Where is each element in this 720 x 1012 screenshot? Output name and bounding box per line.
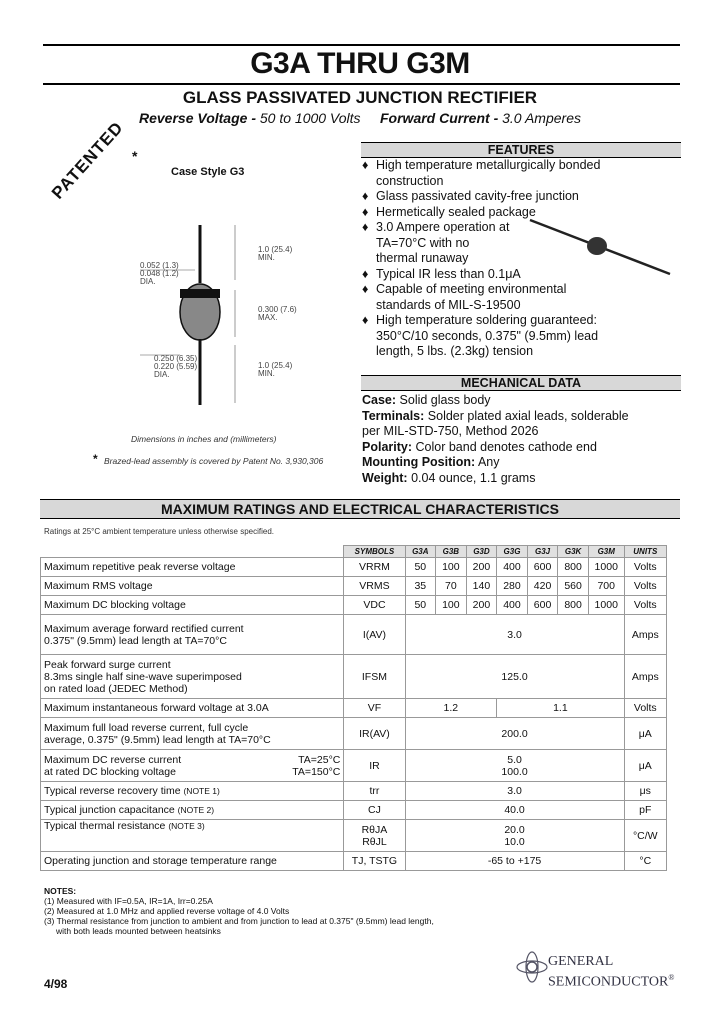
- document-title: G3A THRU G3M: [250, 47, 470, 80]
- feature-text: High temperature soldering guaranteed: 350°C/10 seconds, 0.375" (9.5mm) lead length, 5 lbs. (2.3kg) tension: [376, 313, 599, 358]
- cell-value: 420: [527, 577, 558, 596]
- feature-item: [362, 220, 511, 267]
- row-desc: [41, 718, 344, 750]
- table-row: [41, 577, 667, 596]
- mech-polarity-value: Color band denotes cathode end: [415, 439, 597, 454]
- case-style-label: Case Style G3: [171, 166, 245, 178]
- company-logo-icon: [515, 950, 549, 984]
- row-desc-line: [44, 766, 340, 778]
- row-unit: Volts: [624, 558, 666, 577]
- cell-value: 560: [558, 577, 589, 596]
- dim-top-min: MIN.: [258, 253, 275, 262]
- table-row: [41, 596, 667, 615]
- table-row: [41, 852, 667, 871]
- cell-value: 200: [466, 558, 497, 577]
- cell-value: 280: [497, 577, 528, 596]
- dim-lead-min: 0.048 (1.2): [140, 269, 179, 278]
- mech-polarity-label: Polarity:: [362, 439, 413, 454]
- cell-value: 40.0: [405, 801, 624, 820]
- bullet-icon: ♦: [362, 282, 369, 296]
- row-desc: [41, 782, 344, 801]
- feature-item: [362, 313, 622, 360]
- col-symbols: SYMBOLS: [344, 546, 405, 558]
- feature-item: [362, 189, 622, 205]
- table-row: [41, 820, 667, 852]
- mech-mounting-label: Mounting Position:: [362, 455, 476, 469]
- bullet-icon: ♦: [362, 266, 369, 281]
- row-desc: [41, 655, 344, 699]
- notes-heading: NOTES:: [44, 886, 77, 896]
- dim-lead-dia: [140, 262, 179, 286]
- col-g3d: G3D: [466, 546, 497, 558]
- bullet-icon: ♦: [362, 189, 369, 203]
- row-desc-line: on rated load (JEDEC Method): [44, 682, 188, 695]
- case-drawing: [120, 205, 280, 420]
- logo-orbit: [517, 961, 547, 973]
- col-g3m: G3M: [588, 546, 624, 558]
- col-g3g: G3G: [497, 546, 528, 558]
- dim-top-value: 1.0 (25.4): [258, 245, 293, 254]
- row-unit: μA: [624, 750, 666, 782]
- row-unit: Amps: [624, 615, 666, 655]
- row-unit: Volts: [624, 699, 666, 718]
- dim-bottom-min: MIN.: [258, 369, 275, 378]
- mech-weight: [362, 471, 682, 487]
- row-unit: pF: [624, 801, 666, 820]
- row-desc: [41, 750, 344, 782]
- col-g3j: G3J: [527, 546, 558, 558]
- row-note-ref: (NOTE 1): [183, 786, 220, 796]
- brand-line-2: SEMICONDUCTOR: [548, 974, 669, 990]
- patented-text: PATENTED: [48, 117, 128, 203]
- mech-terminals: [362, 409, 647, 440]
- ratings-heading: MAXIMUM RATINGS AND ELECTRICAL CHARACTERISTICS: [40, 499, 680, 519]
- cathode-band: [180, 289, 220, 298]
- row-symbol: IFSM: [344, 655, 405, 699]
- features-heading: FEATURES: [361, 142, 681, 158]
- cell-value: 400: [497, 558, 528, 577]
- mechanical-data: [362, 393, 682, 486]
- row-desc-line: [44, 754, 340, 766]
- top-rule: [43, 44, 680, 46]
- mech-mounting: [362, 455, 682, 471]
- table-header-row: [41, 546, 667, 558]
- row-symbol: IR: [344, 750, 405, 782]
- mech-case-label: Case:: [362, 393, 397, 407]
- col-g3b: G3B: [436, 546, 467, 558]
- mech-terminals-value: Solder plated axial leads, solderable per MIL-STD-750, Method 2026: [362, 408, 629, 438]
- patent-footnote: Brazed-lead assembly is covered by Patent No. 3,930,306: [104, 456, 324, 466]
- row-unit: Volts: [624, 577, 666, 596]
- forward-current-label: Forward Current -: [380, 110, 499, 126]
- row-symbol: CJ: [344, 801, 405, 820]
- row-desc: [41, 820, 344, 852]
- cell-value: 50: [405, 596, 436, 615]
- feature-text: High temperature metallurgically bonded construction: [376, 158, 601, 188]
- row-desc: Operating junction and storage temperature range: [41, 852, 344, 871]
- row-desc: Maximum repetitive peak reverse voltage: [41, 558, 344, 577]
- row-symbol: IR(AV): [344, 718, 405, 750]
- cell-value-line: 5.0: [507, 753, 522, 766]
- diode-photo: [525, 212, 675, 282]
- feature-text: Capable of meeting environmental standards of MIL-S-19500: [376, 282, 567, 312]
- dim-bottom-value: 1.0 (25.4): [258, 361, 293, 370]
- note-3-continued: with both leads mounted between heatsinks: [56, 926, 221, 936]
- cell-value: 600: [527, 558, 558, 577]
- cell-value: 100: [436, 596, 467, 615]
- row-unit: Amps: [624, 655, 666, 699]
- note-1: (1) Measured with IF=0.5A, IR=1A, Irr=0.25A: [44, 896, 213, 906]
- table-row: [41, 655, 667, 699]
- mech-weight-label: Weight:: [362, 470, 408, 485]
- mech-terminals-label: Terminals:: [362, 408, 425, 423]
- row-desc-text: at rated DC blocking voltage: [44, 765, 176, 778]
- row-desc: Maximum DC blocking voltage: [41, 596, 344, 615]
- dim-bottom: [258, 362, 292, 378]
- bullet-icon: ♦: [362, 204, 369, 219]
- document-subtitle: GLASS PASSIVATED JUNCTION RECTIFIER: [182, 88, 538, 107]
- dimensions-note: Dimensions in inches and (millimeters): [131, 434, 277, 444]
- dim-lead-max: 0.052 (1.3): [140, 261, 179, 270]
- row-symbol: I(AV): [344, 615, 405, 655]
- cell-value: [405, 820, 624, 852]
- logo-orbit: [526, 952, 538, 982]
- ratings-table: [40, 545, 667, 871]
- row-symbol: TJ, TSTG: [344, 852, 405, 871]
- row-desc-text: Maximum DC reverse current: [44, 753, 182, 766]
- patented-star: *: [132, 148, 138, 164]
- row-unit: μs: [624, 782, 666, 801]
- feature-item: [362, 282, 622, 313]
- ratings-note: Ratings at 25°C ambient temperature unless otherwise specified.: [44, 527, 274, 536]
- cell-value: 800: [558, 596, 589, 615]
- reverse-voltage-label: Reverse Voltage -: [139, 110, 256, 126]
- company-name: [548, 954, 674, 991]
- patented-stamp: [48, 118, 128, 204]
- mech-case: [362, 393, 682, 409]
- feature-text: 3.0 Ampere operation at TA=70°C with no thermal runaway: [376, 220, 510, 265]
- cell-value: 1.2: [405, 699, 497, 718]
- reverse-voltage-value: 50 to 1000 Volts: [259, 110, 361, 126]
- forward-current-value: 3.0 Amperes: [502, 110, 581, 126]
- cell-value: 3.0: [405, 782, 624, 801]
- cell-value: 1000: [588, 558, 624, 577]
- col-units: UNITS: [624, 546, 666, 558]
- mech-case-value: Solid glass body: [399, 393, 491, 407]
- row-desc-line: Maximum average forward rectified current: [44, 622, 244, 635]
- dim-body-max: MAX.: [258, 313, 278, 322]
- row-symbol-line: RθJA: [361, 823, 388, 836]
- cell-value-line: 20.0: [504, 823, 525, 836]
- row-desc-line: 0.375" (9.5mm) lead length at TA=70°C: [44, 634, 227, 647]
- row-symbol: VRMS: [344, 577, 405, 596]
- col-g3a: G3A: [405, 546, 436, 558]
- feature-text: Hermetically sealed package: [376, 204, 536, 219]
- row-note-ref: (NOTE 2): [177, 805, 215, 815]
- cell-value: [405, 750, 624, 782]
- row-symbol: VDC: [344, 596, 405, 615]
- title-rule: [43, 83, 680, 85]
- dim-body-dia-label: DIA.: [154, 370, 170, 379]
- mechanical-heading: MECHANICAL DATA: [361, 375, 681, 391]
- row-desc-text: Typical junction capacitance: [44, 804, 175, 816]
- registered-mark: ®: [668, 973, 675, 982]
- cell-value-line: 100.0: [501, 765, 528, 778]
- dim-top: [258, 246, 292, 262]
- footnote-star: *: [93, 452, 98, 466]
- row-symbol: VRRM: [344, 558, 405, 577]
- feature-text: Typical IR less than 0.1μA: [376, 266, 521, 281]
- feature-text: Glass passivated cavity-free junction: [376, 189, 579, 203]
- bullet-icon: ♦: [362, 313, 369, 327]
- row-desc: Maximum instantaneous forward voltage at 3.0A: [41, 699, 344, 718]
- cell-value: 50: [405, 558, 436, 577]
- col-g3k: G3K: [558, 546, 589, 558]
- dim-body-dia: [154, 355, 197, 379]
- note-3: (3) Thermal resistance from junction to ambient and from junction to lead at 0.375" (9.5mm) lead length,: [44, 916, 434, 926]
- row-unit: °C/W: [624, 820, 666, 852]
- dim-body-dia-max: 0.250 (6.35): [154, 354, 198, 363]
- cell-value: 35: [405, 577, 436, 596]
- mech-polarity: [362, 440, 682, 456]
- row-desc-text: Typical thermal resistance: [44, 820, 166, 832]
- row-unit: °C: [624, 852, 666, 871]
- table-row: [41, 750, 667, 782]
- cell-value: 125.0: [405, 655, 624, 699]
- cell-value: 140: [466, 577, 497, 596]
- row-desc-line: Maximum full load reverse current, full cycle: [44, 721, 249, 734]
- bullet-icon: ♦: [362, 220, 369, 234]
- cell-value: 200.0: [405, 718, 624, 750]
- table-row: [41, 801, 667, 820]
- row-unit: μA: [624, 718, 666, 750]
- row-desc: Maximum RMS voltage: [41, 577, 344, 596]
- table-row: [41, 718, 667, 750]
- cell-value: 1000: [588, 596, 624, 615]
- cell-value: 100: [436, 558, 467, 577]
- row-symbol: trr: [344, 782, 405, 801]
- row-note-ref: (NOTE 3): [168, 821, 205, 831]
- cell-value: 600: [527, 596, 558, 615]
- brand-line-1: GENERAL: [548, 954, 614, 969]
- dim-body-dia-min: 0.220 (5.59): [154, 362, 198, 371]
- dim-body-length: [258, 306, 297, 322]
- row-condition: TA=150°C: [292, 765, 341, 778]
- logo-center: [527, 962, 537, 972]
- cell-value: 700: [588, 577, 624, 596]
- cell-value: 400: [497, 596, 528, 615]
- row-desc-line: average, 0.375" (9.5mm) lead length at TA=70°C: [44, 733, 271, 746]
- cell-value: 1.1: [497, 699, 624, 718]
- bullet-icon: ♦: [362, 158, 369, 172]
- dim-body-value: 0.300 (7.6): [258, 305, 297, 314]
- row-desc-text: Typical reverse recovery time: [44, 785, 181, 797]
- row-unit: Volts: [624, 596, 666, 615]
- mech-weight-value: 0.04 ounce, 1.1 grams: [411, 470, 536, 485]
- row-desc: [41, 801, 344, 820]
- row-desc: [41, 615, 344, 655]
- row-desc-line: 8.3ms single half sine-wave superimposed: [44, 670, 242, 683]
- cell-value-line: 10.0: [504, 835, 525, 848]
- table-row: [41, 558, 667, 577]
- table-row: [41, 615, 667, 655]
- row-desc-line: Peak forward surge current: [44, 658, 171, 671]
- header-blank: [41, 546, 344, 558]
- note-2: (2) Measured at 1.0 MHz and applied reverse voltage of 4.0 Volts: [44, 906, 290, 916]
- revision-date: 4/98: [44, 977, 68, 991]
- mech-mounting-value: Any: [477, 455, 500, 469]
- row-condition: TA=25°C: [298, 753, 341, 766]
- dim-lead-dia-label: DIA.: [140, 277, 156, 286]
- notes: [44, 886, 434, 936]
- table-row: [41, 699, 667, 718]
- table-row: [41, 782, 667, 801]
- cell-value: -65 to +175: [405, 852, 624, 871]
- diode-photo-body: [587, 237, 607, 255]
- row-symbol: [344, 820, 405, 852]
- row-symbol-line: RθJL: [362, 835, 387, 848]
- cell-value: 70: [436, 577, 467, 596]
- cell-value: 800: [558, 558, 589, 577]
- row-symbol: VF: [344, 699, 405, 718]
- cell-value: 3.0: [405, 615, 624, 655]
- cell-value: 200: [466, 596, 497, 615]
- feature-item: [362, 158, 622, 189]
